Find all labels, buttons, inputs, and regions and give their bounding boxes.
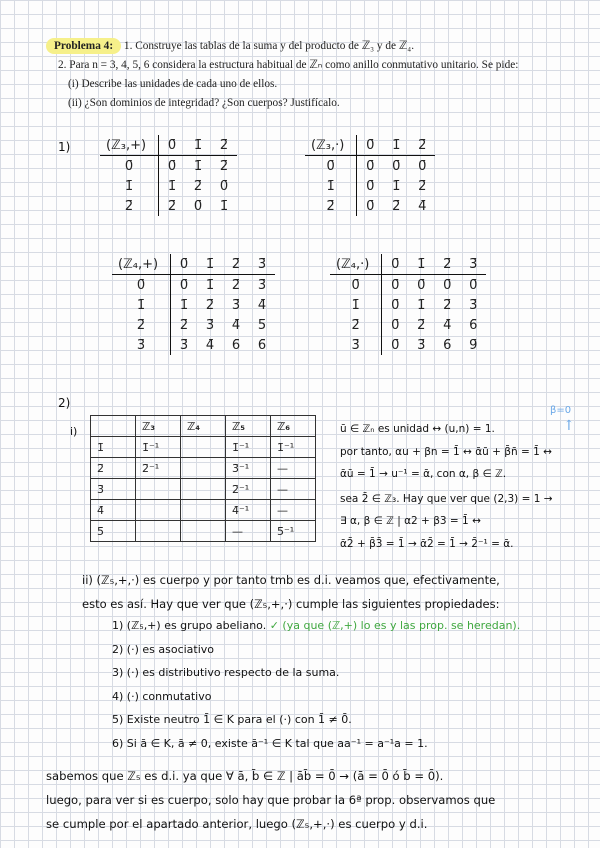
- col-header: 2̄: [409, 135, 435, 156]
- col-header: 1̄: [383, 135, 409, 156]
- units-cell: —: [226, 521, 271, 542]
- note-line: ū ∈ ℤₙ es unidad ↔ (u,n) = 1.: [340, 423, 495, 435]
- table-cell: 0̄: [391, 277, 400, 293]
- table-cell: 0̄: [418, 158, 427, 174]
- problem-line-2: 2. Para n = 3, 4, 5, 6 considera la estructura habitual de ℤₙ como anillo conmutativo unitario. Se pide:: [58, 59, 519, 71]
- table-cell: 0̄: [366, 158, 375, 174]
- col-header: 1̄: [408, 254, 434, 275]
- col-header: 3̄: [460, 254, 486, 275]
- table-cell: 0̄: [469, 277, 478, 293]
- problem-line-1: Problema 4: 1. Construye las tablas de la suma y del producto de ℤ₃ y de ℤ₄.: [46, 38, 586, 54]
- table-row: [112, 275, 275, 296]
- table-cell: 2̄: [443, 297, 452, 313]
- part2-ii-block: [82, 568, 597, 616]
- table-cell: 0̄: [219, 178, 229, 194]
- table-cell: 1̄: [417, 297, 426, 313]
- row-header: 3̄: [330, 335, 382, 355]
- row-header: 0̄: [112, 275, 171, 296]
- table-cell: 0̄: [417, 277, 426, 293]
- table-cell: 2̄: [417, 317, 426, 333]
- property-text: Si ā ∈ K, ā ≠ 0, existe ā⁻¹ ∈ K tal que aa⁻¹ = a⁻¹a = 1.: [126, 736, 428, 750]
- table-cell: 3̄: [257, 277, 267, 293]
- table-z3-sum: [100, 135, 237, 216]
- units-cell: 5̄: [91, 521, 136, 542]
- table-row: [112, 315, 275, 335]
- table-row: [330, 315, 486, 335]
- units-cell: [136, 521, 181, 542]
- table-title: (ℤ₃,·): [305, 135, 357, 156]
- final-conclusion: [46, 764, 596, 836]
- property-item: [112, 661, 592, 685]
- table-cell: 1̄: [205, 277, 215, 293]
- ii-line-2: esto es así. Hay que ver que (ℤ₅,+,·) cumple las siguientes propiedades:: [82, 597, 500, 611]
- table-cell: 2̄: [392, 198, 401, 214]
- table-cell: 4̄: [443, 317, 452, 333]
- ii-line-1: ii) (ℤ₅,+,·) es cuerpo y por tanto tmb es d.i. veamos que, efectivamente,: [82, 573, 500, 587]
- table-cell: 2̄: [193, 178, 203, 194]
- table-cell: 0̄: [391, 337, 400, 353]
- table-cell: 2̄: [179, 317, 189, 333]
- table-cell: 6̄: [231, 337, 241, 353]
- property-number: 2): [112, 642, 127, 656]
- row-header: 1̄: [112, 295, 171, 315]
- property-note: ✓ (ya que (ℤ,+) lo es y las prop. se heredan).: [269, 619, 521, 632]
- units-row: [91, 437, 316, 458]
- table-title: (ℤ₃,+): [100, 135, 159, 156]
- table-cell: 2̄: [167, 198, 177, 214]
- property-text: Existe neutro 1̄ ∈ K para el (·) con 1̄ ≠ 0̄.: [126, 713, 352, 727]
- table-title: (ℤ₄,+): [112, 254, 171, 275]
- col-header: 0̄: [171, 254, 198, 275]
- table-cell: 0̄: [167, 158, 177, 174]
- units-col-header: ℤ₃: [136, 416, 181, 437]
- units-cell: 4̄⁻¹: [226, 500, 271, 521]
- col-header: 2̄: [223, 254, 249, 275]
- note-line: ᾱū = 1̄ → u⁻¹ = ᾱ, con α, β ∈ ℤ.: [340, 468, 507, 480]
- table-cell: 4̄: [418, 198, 427, 214]
- table-cell: 1̄: [219, 198, 229, 214]
- table-cell: 6̄: [469, 317, 478, 333]
- property-number: 1): [112, 619, 127, 632]
- table-row: [100, 196, 237, 216]
- units-cell: 1̄⁻¹: [136, 437, 181, 458]
- note-line: por tanto, αu + βn = 1̄ ↔ ᾱū + β̄n̄ = 1̄ ↔: [340, 445, 552, 458]
- table-z4-sum: [112, 254, 275, 355]
- property-item: [112, 685, 592, 709]
- property-item: [112, 708, 592, 732]
- units-cell: 5̄⁻¹: [271, 521, 316, 542]
- table-row: [112, 335, 275, 355]
- col-header: 2̄: [211, 135, 237, 156]
- units-cell: [181, 479, 226, 500]
- note-line: ∃ α, β ∈ ℤ | α2 + β3 = 1̄ ↔: [340, 515, 481, 527]
- table-cell: 6̄: [257, 337, 267, 353]
- table-row: [330, 335, 486, 355]
- units-row: [91, 479, 316, 500]
- problem-line-4: (ii) ¿Son dominios de integridad? ¿Son cuerpos? Justifícalo.: [68, 97, 340, 109]
- units-cell: 3̄⁻¹: [226, 458, 271, 479]
- property-text: (·) es distributivo respecto de la suma.: [126, 666, 340, 680]
- table-cell: 0̄: [391, 297, 400, 313]
- property-item: [112, 614, 592, 638]
- table-cell: 3̄: [417, 337, 426, 353]
- row-header: 2̄: [330, 315, 382, 335]
- units-cell: 2̄⁻¹: [136, 458, 181, 479]
- col-header: 0̄: [357, 135, 384, 156]
- units-cell: [181, 500, 226, 521]
- table-row: [330, 275, 486, 296]
- property-text: (·) es asociativo: [126, 642, 215, 656]
- table-row: [305, 196, 435, 216]
- row-header: 2̄: [305, 196, 357, 216]
- col-header: 3̄: [249, 254, 275, 275]
- row-header: 2̄: [100, 196, 159, 216]
- table-cell: 4̄: [205, 337, 215, 353]
- units-cell: [181, 437, 226, 458]
- units-cell: [136, 479, 181, 500]
- units-table: [90, 415, 316, 542]
- property-number: 5): [112, 713, 127, 727]
- units-col-header: ℤ₆: [271, 416, 316, 437]
- margin-arrow-icon: ↑: [563, 418, 575, 434]
- row-header: 1̄: [100, 176, 159, 196]
- part2-sub-i: i): [70, 425, 78, 438]
- table-cell: 3̄: [205, 317, 215, 333]
- property-item: [112, 732, 592, 756]
- table-cell: 4̄: [231, 317, 241, 333]
- table-cell: 2̄: [418, 178, 427, 194]
- part2-label: 2): [58, 396, 71, 410]
- units-cell: 2̄: [91, 458, 136, 479]
- conclusion-line: sabemos que ℤ₅ es d.i. ya que ∀ ā, b̄ ∈ ℤ | āb̄ = 0̄ → (ā = 0̄ ó b̄ = 0̄).: [46, 769, 444, 783]
- table-row: [100, 176, 237, 196]
- table-z3-prod: [305, 135, 435, 216]
- units-cell: [181, 521, 226, 542]
- margin-note: β=0: [550, 405, 572, 416]
- table-cell: 0̄: [193, 198, 203, 214]
- property-text: (·) conmutativo: [126, 689, 212, 703]
- units-cell: 1̄: [91, 437, 136, 458]
- units-col-header: [91, 416, 136, 437]
- problem-statement: [46, 38, 586, 111]
- units-cell: 1̄⁻¹: [271, 437, 316, 458]
- table-cell: 0̄: [366, 198, 375, 214]
- units-cell: 3̄: [91, 479, 136, 500]
- table-cell: 6̄: [443, 337, 452, 353]
- properties-list: [112, 614, 592, 756]
- units-cell: 1̄⁻¹: [226, 437, 271, 458]
- units-row: [91, 458, 316, 479]
- table-z4-prod: [330, 254, 486, 355]
- note-line: ᾱ2̄ + β̄3̄ = 1̄ → ᾱ2̄ = 1̄ → 2̄⁻¹ = ᾱ.: [340, 537, 514, 550]
- col-header: 0̄: [382, 254, 409, 275]
- property-number: 4): [112, 689, 127, 703]
- table-row: [330, 295, 486, 315]
- problem-label: Problema 4:: [46, 38, 121, 54]
- conclusion-line: luego, para ver si es cuerpo, solo hay que probar la 6ª prop. observamos que: [46, 793, 496, 807]
- table-row: [100, 156, 237, 177]
- row-header: 1̄: [330, 295, 382, 315]
- table-cell: 2̄: [205, 297, 215, 313]
- units-cell: 4̄: [91, 500, 136, 521]
- property-item: [112, 638, 592, 662]
- units-col-header: ℤ₅: [226, 416, 271, 437]
- table-cell: 0̄: [366, 178, 375, 194]
- col-header: 1̄: [185, 135, 211, 156]
- units-cell: —: [271, 500, 316, 521]
- table-cell: 2̄: [231, 277, 241, 293]
- conclusion-line: se cumple por el apartado anterior, luego (ℤ₅,+,·) es cuerpo y d.i.: [46, 817, 428, 831]
- units-row: [91, 500, 316, 521]
- table-cell: 0̄: [391, 317, 400, 333]
- col-header: 1̄: [197, 254, 223, 275]
- units-cell: [181, 458, 226, 479]
- property-number: 6): [112, 736, 127, 750]
- table-cell: 5̄: [257, 317, 267, 333]
- table-cell: 2̄: [219, 158, 229, 174]
- units-cell: —: [271, 479, 316, 500]
- units-cell: 2̄⁻¹: [226, 479, 271, 500]
- col-header: 2̄: [434, 254, 460, 275]
- table-cell: 0̄: [392, 158, 401, 174]
- row-header: 2̄: [112, 315, 171, 335]
- units-cell: [136, 500, 181, 521]
- table-cell: 1̄: [167, 178, 177, 194]
- units-notes: [340, 418, 595, 555]
- table-cell: 0̄: [179, 277, 189, 293]
- table-cell: 4̄: [257, 297, 267, 313]
- table-title: (ℤ₄,·): [330, 254, 382, 275]
- table-cell: 1̄: [392, 178, 401, 194]
- table-row: [305, 176, 435, 196]
- units-cell: —: [271, 458, 316, 479]
- row-header: 0̄: [330, 275, 382, 296]
- table-row: [305, 156, 435, 177]
- table-cell: 0̄: [443, 277, 452, 293]
- units-col-header: ℤ₄: [181, 416, 226, 437]
- row-header: 3̄: [112, 335, 171, 355]
- property-number: 3): [112, 666, 127, 680]
- row-header: 0̄: [305, 156, 357, 177]
- row-header: 0̄: [100, 156, 159, 177]
- problem-line-3: (i) Describe las unidades de cada uno de ellos.: [68, 78, 278, 90]
- units-row: [91, 521, 316, 542]
- table-row: [112, 295, 275, 315]
- table-cell: 3̄: [231, 297, 241, 313]
- property-text: (ℤ₅,+) es grupo abeliano.: [126, 619, 270, 632]
- col-header: 0̄: [159, 135, 186, 156]
- table-cell: 1̄: [179, 297, 189, 313]
- part1-label: 1): [58, 140, 71, 154]
- table-cell: 3̄: [179, 337, 189, 353]
- row-header: 1̄: [305, 176, 357, 196]
- table-cell: 9̄: [469, 337, 478, 353]
- table-cell: 1̄: [193, 158, 203, 174]
- note-line: sea 2̄ ∈ ℤ₃. Hay que ver que (2,3) = 1 →: [340, 492, 553, 505]
- table-cell: 3̄: [469, 297, 478, 313]
